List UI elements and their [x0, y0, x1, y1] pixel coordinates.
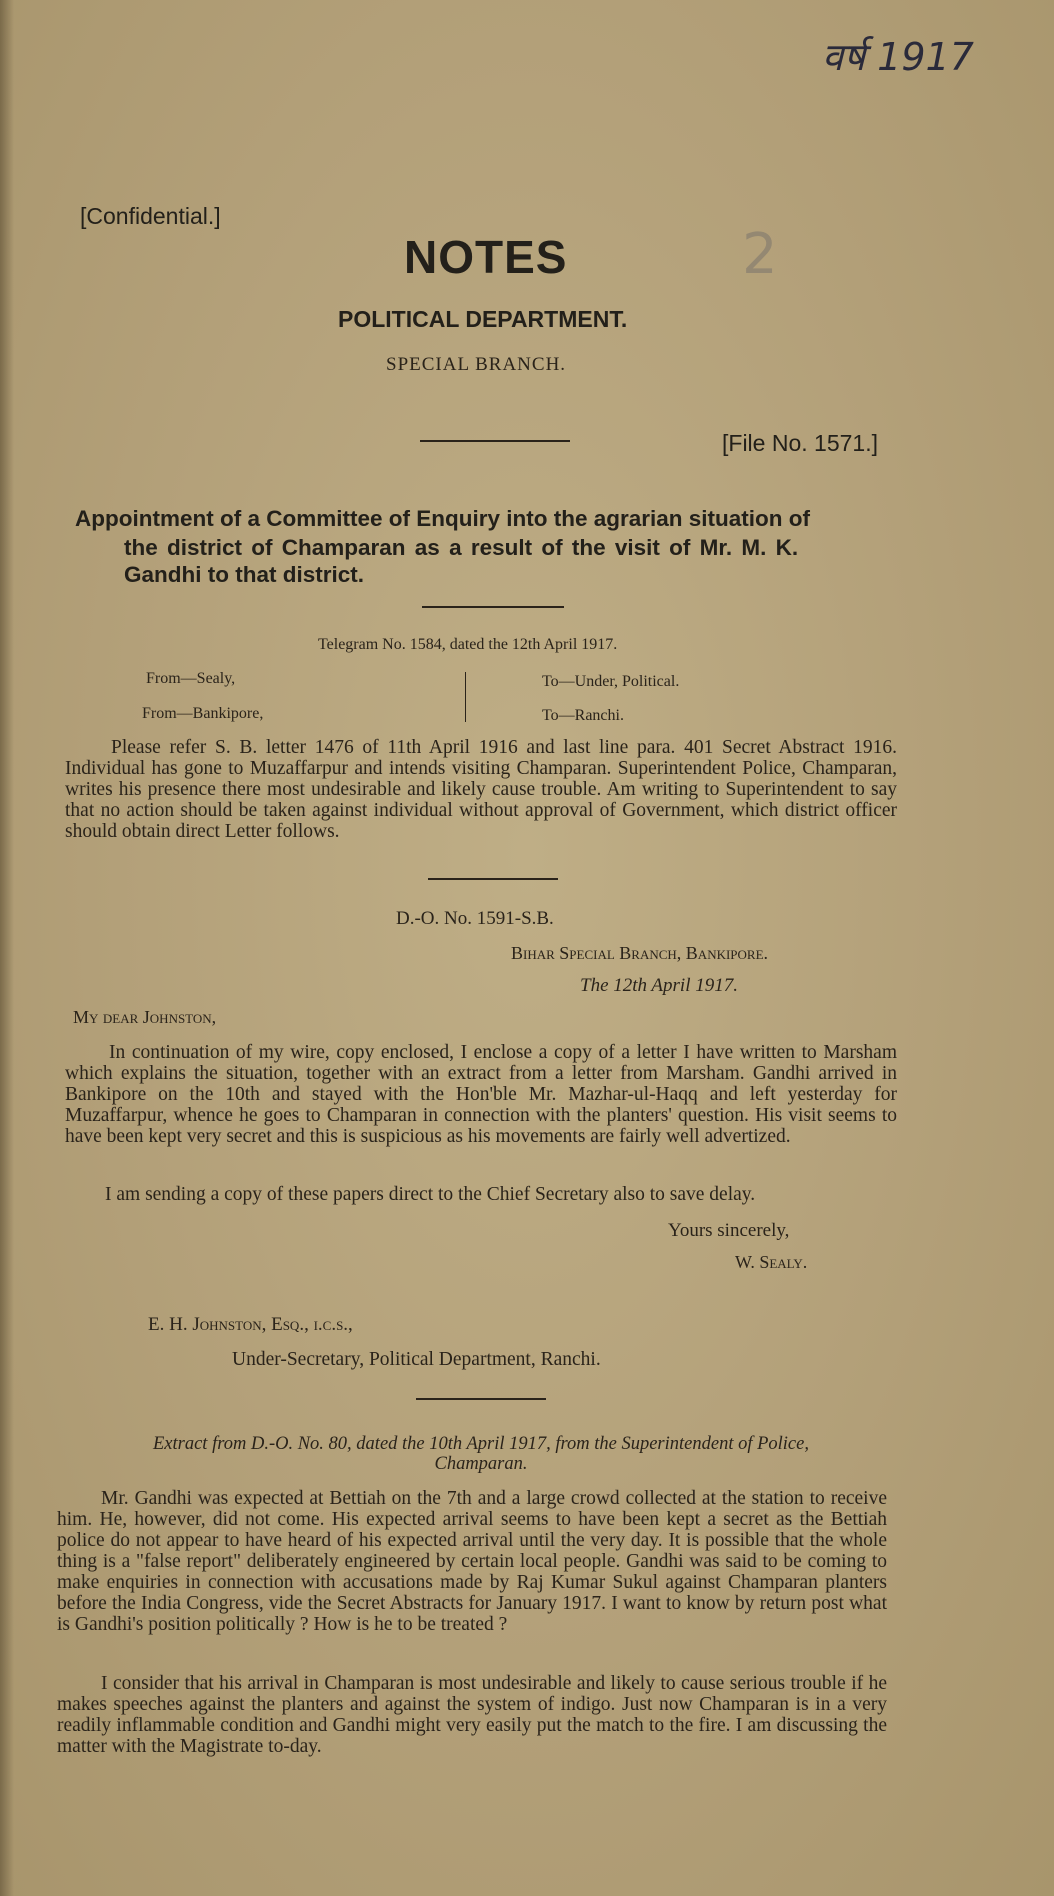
letter-paragraph-1: In continuation of my wire, copy enclosed, I enclose a copy of a letter I have written to Marsham which explains the situation, together with an extract from a letter from Marsham. Gandhi arrived in Bankipore on the 10th and stayed with the Hon'ble Mr. Mazhar-ul-Haqq and left yesterday for Muzaffarpur, whence he goes to Champaran in connection with the planters' question. His visit seems to have been kept very secret and this is suspicious as his movements are fairly well advertized.	[65, 1042, 897, 1147]
confidential-label: [Confidential.]	[80, 203, 221, 229]
letter-date: The 12th April 1917.	[580, 975, 738, 996]
letter-signature: W. Sealy.	[735, 1252, 808, 1272]
handwritten-mark: 2	[742, 222, 778, 287]
extract-heading-line-1: Extract from D.-O. No. 80, dated the 10th April 1917, from the Superintendent of Police,	[153, 1434, 809, 1454]
telegram-from-1: From—Sealy,	[146, 670, 236, 687]
letter-office: Bihar Special Branch, Bankipore.	[511, 943, 769, 963]
subject-line-3: Gandhi to that district.	[124, 562, 364, 587]
telegram-divider	[428, 878, 558, 880]
extract-paragraph-2: I consider that his arrival in Champaran is most undesirable and likely to cause serious trouble if he makes speeches against the planters and against the system of indigo. Just now Champaran is in a very readily inflammable condition and Gandhi might very easily put the match to the fire. I am discussing the matter with the Magistrate to-day.	[57, 1673, 887, 1757]
addressee-title: Under-Secretary, Political Department, Ranchi.	[232, 1349, 601, 1370]
letter-paragraph-2: I am sending a copy of these papers direct to the Chief Secretary also to save delay.	[105, 1184, 756, 1205]
branch-heading: SPECIAL BRANCH.	[386, 354, 567, 375]
letter-salutation: My dear Johnston,	[73, 1007, 217, 1027]
page-title: NOTES	[404, 231, 568, 283]
file-number: [File No. 1571.]	[722, 430, 878, 456]
subject-line-1: Appointment of a Committee of Enquiry into the agrarian situation of	[75, 506, 811, 531]
telegram-heading: Telegram No. 1584, dated the 12th April 1917.	[318, 636, 618, 653]
telegram-body: Please refer S. B. letter 1476 of 11th April 1916 and last line para. 401 Secret Abstract 1916. Individual has gone to Muzaffarpur and intends visiting Champaran. Superintendent Police, Champaran, writes his presence there most undesirable and likely cause trouble. Am writing to Superintendent to say that no action should be taken against individual without approval of Government, which district officer should obtain direct Letter follows.	[65, 737, 897, 842]
letter-closing: Yours sincerely,	[668, 1220, 790, 1241]
header-divider	[420, 440, 570, 442]
letter-divider	[416, 1398, 546, 1400]
extract-paragraph-1: Mr. Gandhi was expected at Bettiah on the 7th and a large crowd collected at the station to receive him. He, however, did not come. His expected arrival seems to have been kept a secret as the Bettiah police do not appear to have heard of his expected arrival until the very day. It is possible that the whole thing is a "false report" deliberately engineered by certain local people. Gandhi was said to be coming to make enquiries in connection with accusations made by Raj Kumar Sukul against Champaran planters before the India Congress, vide the Secret Abstracts for January 1917. I want to know by return post what is Gandhi's position politically ? How is he to be treated ?	[57, 1488, 887, 1635]
handwritten-year-note: वर्ष 1917	[822, 35, 974, 79]
extract-heading-line-2: Champaran.	[434, 1454, 528, 1474]
page-edge-shadow	[0, 0, 14, 1896]
telegram-to-1: To—Under, Political.	[542, 673, 680, 690]
telegram-column-divider	[465, 672, 466, 722]
subject-divider	[422, 606, 564, 608]
subject-line-2: the district of Champaran as a result of the visit of Mr. M. K.	[124, 535, 799, 560]
department-heading: POLITICAL DEPARTMENT.	[338, 306, 628, 332]
addressee-name: E. H. Johnston, Esq., i.c.s.,	[148, 1314, 353, 1335]
telegram-to-2: To—Ranchi.	[542, 707, 624, 724]
letter-reference: D.-O. No. 1591-S.B.	[396, 908, 554, 929]
telegram-from-2: From—Bankipore,	[142, 705, 264, 722]
